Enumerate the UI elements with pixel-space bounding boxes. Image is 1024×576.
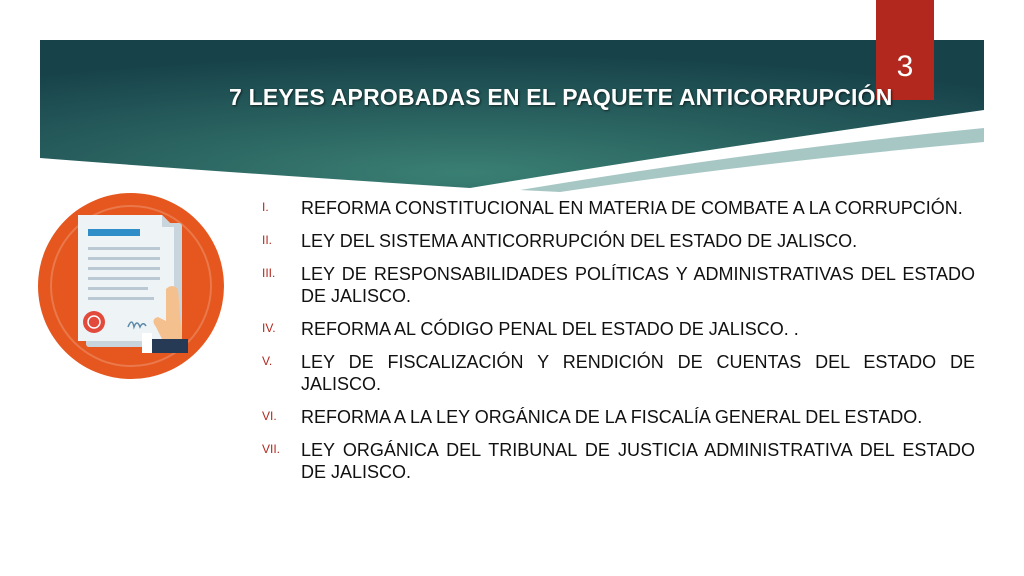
law-item [262,406,975,428]
law-list [262,197,975,494]
law-item [262,351,975,395]
law-text: LEY DEL SISTEMA ANTICORRUPCIÓN DEL ESTADO DE JALISCO. [301,231,858,251]
law-item [262,318,975,340]
law-item [262,263,975,307]
law-item [262,197,975,219]
page-number: 3 [896,50,914,83]
roman-numeral: II. [262,233,273,247]
law-text: LEY ORGÁNICA DEL TRIBUNAL DE JUSTICIA ADMINISTRATIVA DEL ESTADO DE JALISCO. [301,440,975,482]
roman-numeral: VII. [262,442,281,456]
roman-numeral: I. [262,200,269,214]
law-text: REFORMA A LA LEY ORGÁNICA DE LA FISCALÍA GENERAL DEL ESTADO. [301,407,923,427]
roman-numeral: V. [262,354,273,368]
slide-title: 7 LEYES APROBADAS EN EL PAQUETE ANTICORRUPCIÓN [229,84,893,110]
law-text: REFORMA AL CÓDIGO PENAL DEL ESTADO DE JALISCO. . [301,319,799,339]
law-item [262,230,975,252]
law-item [262,439,975,483]
signed-document-icon [38,193,224,379]
law-text: REFORMA CONSTITUCIONAL EN MATERIA DE COMBATE A LA CORRUPCIÓN. [301,198,963,218]
law-text: LEY DE RESPONSABILIDADES POLÍTICAS Y ADMINISTRATIVAS DEL ESTADO DE JALISCO. [301,264,975,306]
roman-numeral: VI. [262,409,277,423]
roman-numeral: IV. [262,321,276,335]
law-text: LEY DE FISCALIZACIÓN Y RENDICIÓN DE CUENTAS DEL ESTADO DE JALISCO. [301,352,975,394]
roman-numeral: III. [262,266,276,280]
